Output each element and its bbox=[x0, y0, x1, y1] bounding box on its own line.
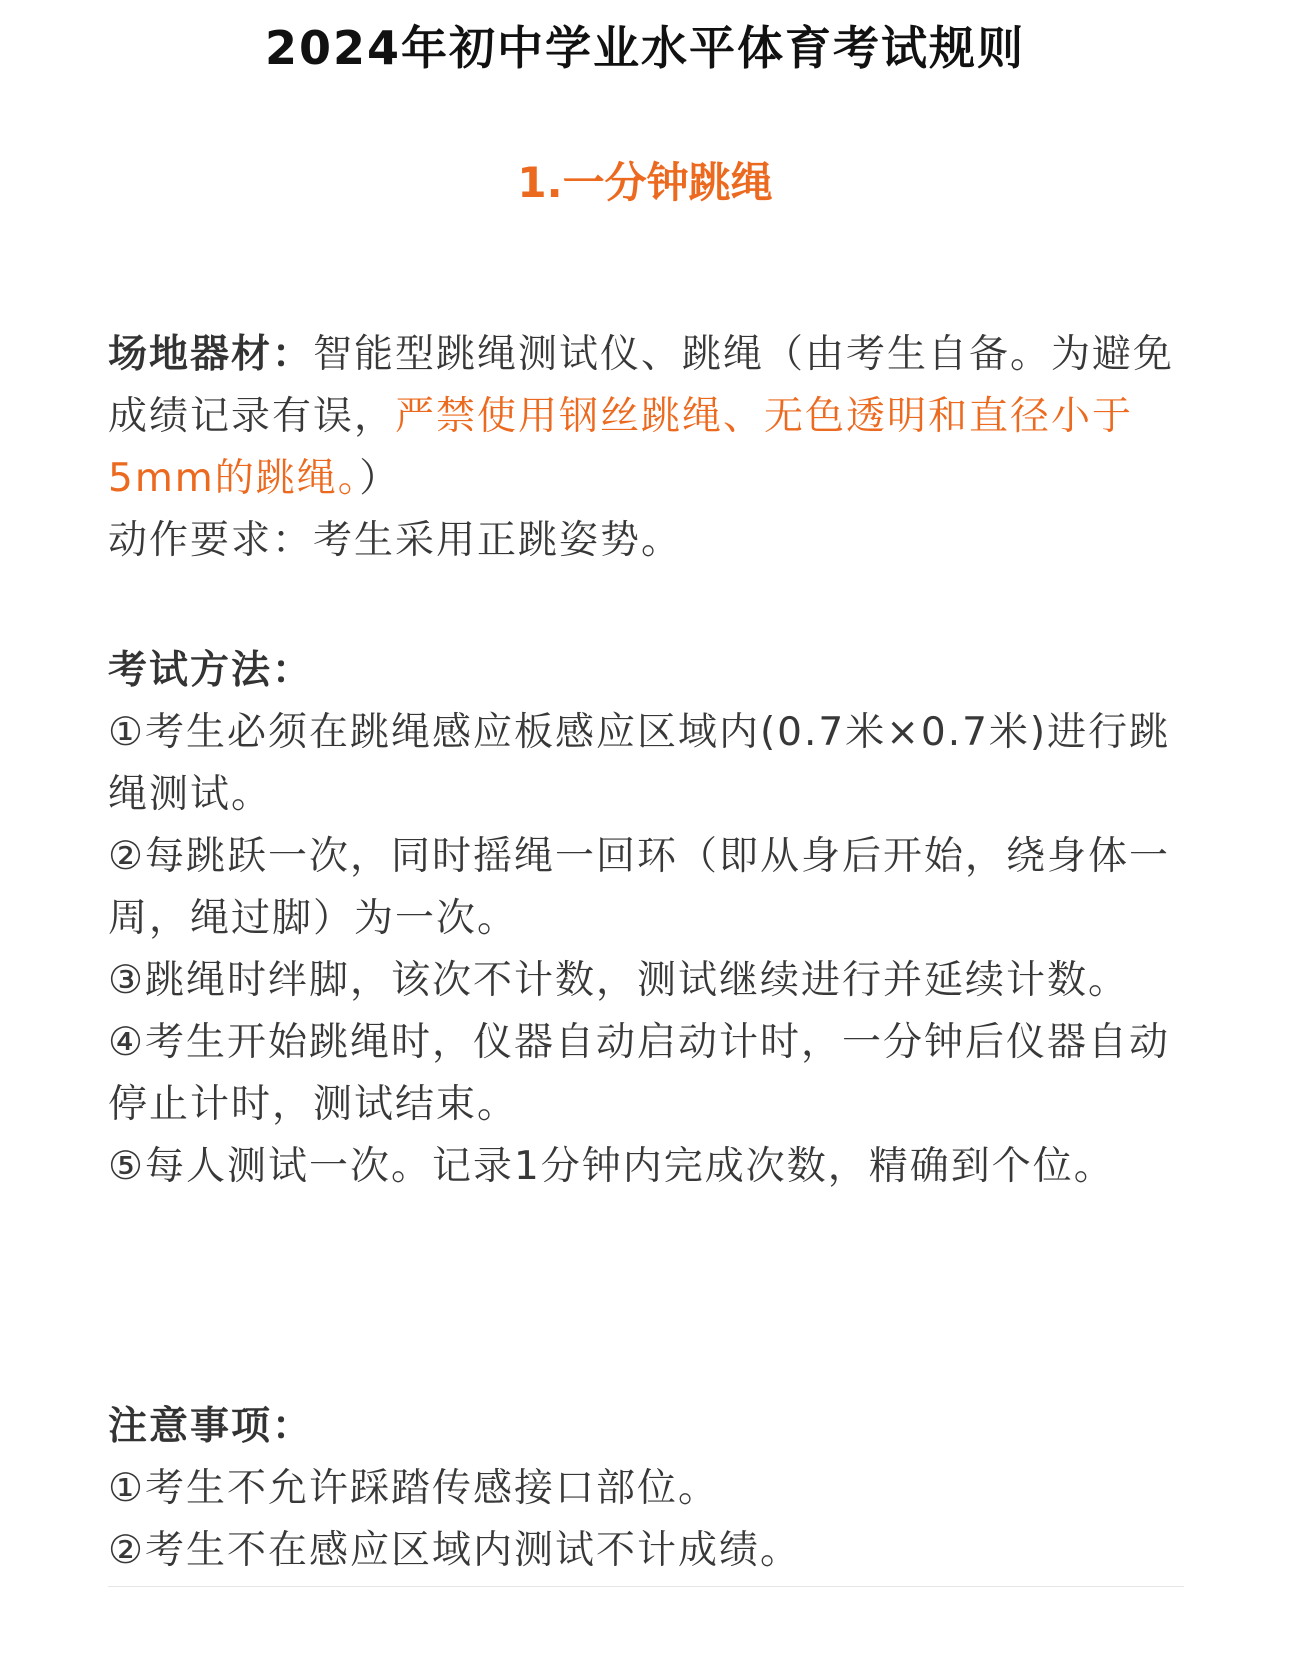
equipment-paragraph bbox=[108, 324, 1184, 510]
action-text: 考生采用正跳姿势。 bbox=[313, 518, 683, 563]
method-item: ④考生开始跳绳时，仪器自动启动计时，一分钟后仪器自动停止计时，测试结束。 bbox=[108, 1020, 1170, 1127]
method-item: ①考生必须在跳绳感应板感应区域内(0.7米×0.7米)进行跳绳测试。 bbox=[108, 710, 1171, 817]
method-item: ③跳绳时绊脚，该次不计数，测试继续进行并延续计数。 bbox=[108, 958, 1129, 1003]
notes-item: ②考生不在感应区域内测试不计成绩。 bbox=[108, 1528, 801, 1573]
method-item: ②每跳跃一次，同时摇绳一回环（即从身后开始，绕身体一周，绳过脚）为一次。 bbox=[108, 834, 1170, 941]
notes-label: 注意事项： bbox=[108, 1404, 314, 1449]
method-block bbox=[108, 640, 1184, 1198]
equipment-warning: 严禁使用钢丝跳绳、无色透明和直径小于5mm的跳绳。 bbox=[108, 394, 1134, 501]
method-item: ⑤每人测试一次。记录1分钟内完成次数，精确到个位。 bbox=[108, 1144, 1115, 1189]
bottom-divider bbox=[108, 1586, 1184, 1587]
section-title: 1.一分钟跳绳 bbox=[517, 158, 773, 207]
equipment-label: 场地器材： bbox=[108, 332, 314, 377]
notes-block bbox=[108, 1396, 1184, 1582]
page-title: 2024年初中学业水平体育考试规则 bbox=[264, 21, 1026, 75]
equipment-close: ） bbox=[359, 456, 401, 501]
equipment-block bbox=[108, 324, 1184, 572]
equipment-text: 智能型跳绳测试仪、跳绳（由考生自备。为避免成绩记录有误， bbox=[108, 332, 1175, 439]
action-paragraph bbox=[108, 510, 1184, 572]
notes-item: ①考生不允许踩踏传感接口部位。 bbox=[108, 1466, 719, 1511]
action-label: 动作要求： bbox=[108, 518, 314, 563]
method-label: 考试方法： bbox=[108, 648, 314, 693]
